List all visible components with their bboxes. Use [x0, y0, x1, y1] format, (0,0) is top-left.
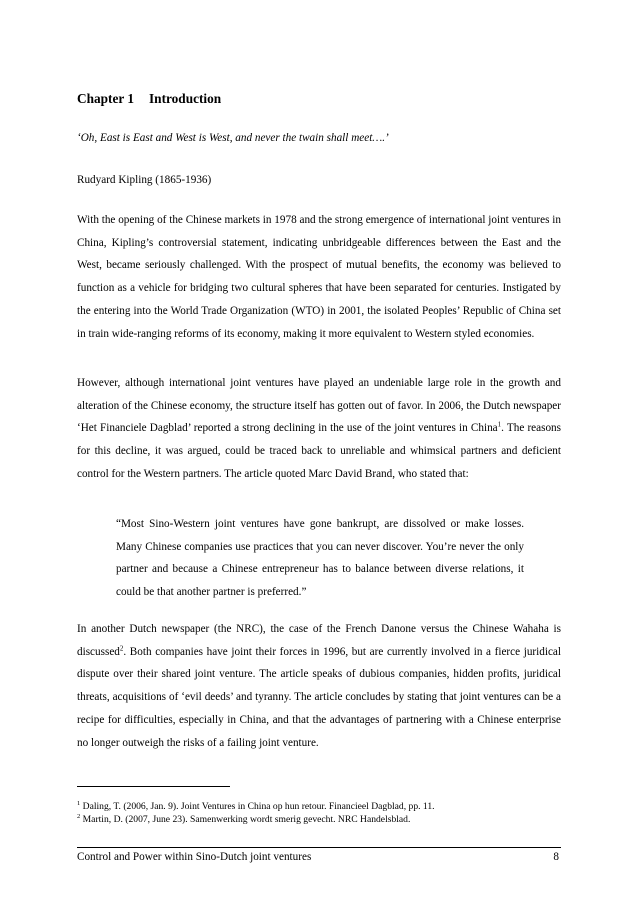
- paragraph-1: With the opening of the Chinese markets in 1978 and the strong emergence of international joint ventures in China, Kipling’s controversial statement, indicating unbridgeable differences between the East and the West, became seriously challenged. With the prospect of mutual benefits, the economy was believed to function as a vehicle for bridging two cultural spheres that have been separated for centuries. Instigated by the entering into the World Trade Organization (WTO) in 2001, the isolated Peoples’ Republic of China set in train wide-ranging reforms of its economy, making it more equivalent to Western styled economies.: [77, 214, 561, 340]
- footnote-ref-2: 2: [119, 643, 124, 652]
- footer-title: Control and Power within Sino-Dutch joint ventures: [77, 851, 312, 863]
- block-quote: “Most Sino-Western joint ventures have gone bankrupt, are dissolved or make losses. Many Chinese companies use practices that you can never discover. You’re never the only partner and because a Chinese entrepreneur has to balance between diverse relations, it could be that another partner is preferred.”: [116, 518, 524, 599]
- paragraph-4-text-b: . Both companies have joint their forces in 1996, but are currently involved in a fierce juridical dispute over their shared joint venture. The article speaks of dubious companies, hidden profits, juridical threats, acquisitions of ‘evil deeds’ and tyranny. The article concludes by stating that joint ventures can be a recipe for difficulties, especially in China, and that the advantages of partnering with a Chinese enterprise no longer outweigh the risks of a failing joint venture.: [77, 645, 561, 749]
- footer-separator: [77, 847, 561, 848]
- footnote-mark: 1: [77, 799, 81, 807]
- page-number: 8: [553, 851, 559, 863]
- epigraph-quote: ‘Oh, East is East and West is West, and never the twain shall meet….’: [77, 132, 389, 144]
- footnote-mark: 2: [77, 812, 81, 820]
- footnote: [77, 800, 435, 813]
- epigraph-author: Rudyard Kipling (1865-1936): [77, 174, 212, 186]
- footnotes: [77, 800, 435, 826]
- footnote-text: Martin, D. (2007, June 23). Samenwerking wordt smerig gevecht. NRC Handelsblad.: [82, 814, 411, 825]
- footnote-text: Daling, T. (2006, Jan. 9). Joint Ventures in China op hun retour. Financieel Dagblad, pp. 11.: [82, 801, 435, 812]
- chapter-heading: [77, 91, 221, 107]
- paragraph-2-text-a: However, although international joint ventures have played an undeniable large role in the growth and alteration of the Chinese economy, the structure itself has gotten out of favor. In 2006, the Dutch newspaper ‘Het Financiele Dagblad’ reported a strong declining in the use of the joint ventures in China: [77, 377, 561, 435]
- paragraph-4: [77, 618, 561, 754]
- paragraph-2-text-b: . The reasons for this decline, it was argued, could be traced back to unreliable and whimsical partners and deficient control for the Western partners. The article quoted Marc David Brand, who stated that:: [77, 422, 562, 480]
- paragraph-2: [77, 372, 561, 486]
- footnote-ref-1: 1: [497, 420, 502, 429]
- chapter-number: Chapter 1: [77, 91, 135, 106]
- chapter-title: Introduction: [149, 91, 222, 106]
- footnote: [77, 813, 435, 826]
- paragraph-4-text-a: In another Dutch newspaper (the NRC), the case of the French Danone versus the Chinese Wahaha is discussed: [77, 623, 561, 658]
- footnote-separator: [77, 786, 230, 787]
- page-footer: [77, 851, 561, 863]
